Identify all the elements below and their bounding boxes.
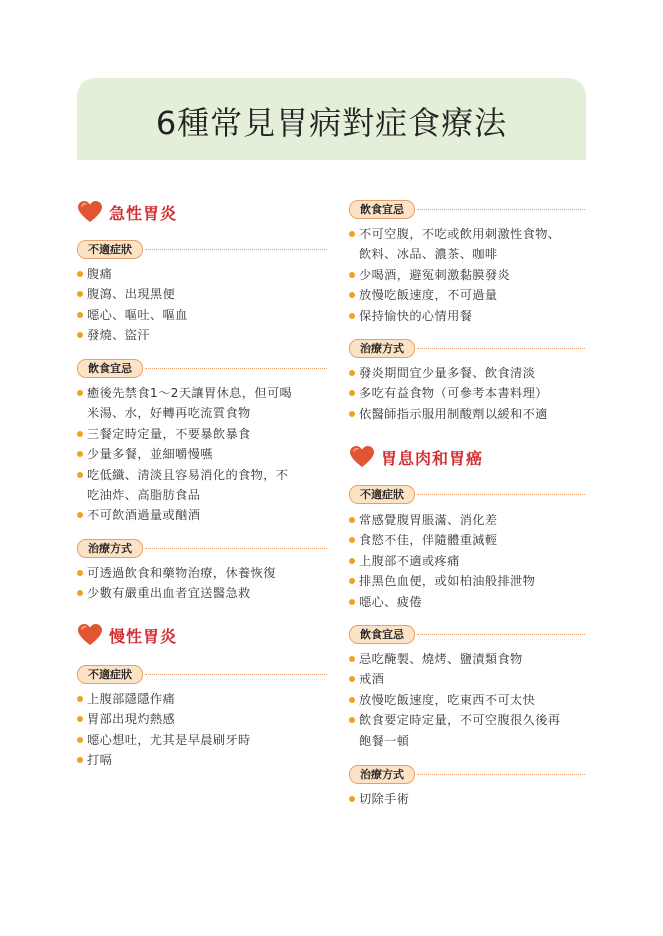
dotted-divider [417, 348, 585, 349]
disease-title: 胃息肉和胃癌 [381, 448, 484, 468]
list-item: 飲食要定時定量，不可空腹很久後再 [349, 710, 589, 730]
list-item: 噁心想吐，尤其是早晨刷牙時 [77, 730, 327, 750]
polyp-symptoms-tag [349, 484, 585, 504]
heart-icon [349, 445, 375, 469]
dotted-divider [417, 634, 585, 635]
bullet-icon [77, 570, 83, 576]
list-item: 腹痛 [77, 264, 327, 284]
title-banner [77, 78, 586, 160]
bullet-icon [77, 431, 83, 437]
bullet-icon [77, 472, 83, 478]
bullet-icon [349, 599, 355, 605]
list-item: 放慢吃飯速度，不可過量 [349, 285, 589, 305]
dotted-divider [145, 674, 327, 675]
polyp-symptoms-list [349, 510, 589, 612]
list-item: 可透過飲食和藥物治療，休養恢復 [77, 563, 327, 583]
bullet-icon [349, 370, 355, 376]
bullet-icon [349, 558, 355, 564]
polyp-treatment-list [349, 789, 589, 809]
list-item: 忌吃醃製、燒烤、鹽漬類食物 [349, 649, 589, 669]
list-item-continued: 飲料、冰品、濃茶、咖啡 [359, 247, 498, 262]
acute-treatment-tag [77, 538, 327, 558]
list-item: 胃部出現灼熱感 [77, 709, 327, 729]
list-item: 不可飲酒過量或酗酒 [77, 505, 329, 525]
polyp-treatment-tag [349, 764, 585, 784]
dotted-divider [417, 494, 585, 495]
bullet-icon [349, 676, 355, 682]
acute-diet-tag [77, 358, 327, 378]
bullet-icon [349, 272, 355, 278]
list-item: 上腹部隱隱作痛 [77, 689, 327, 709]
acute-diet-list [77, 383, 329, 526]
list-item-continued: 吃油炸、高脂肪食品 [87, 488, 201, 503]
chronic-diet-tag [349, 199, 585, 219]
chronic-gastritis-heading [77, 620, 177, 650]
acute-symptoms-list [77, 264, 327, 346]
list-item-continued: 米湯、水，好轉再吃流質食物 [87, 406, 251, 421]
section-tag: 不適症狀 [77, 240, 143, 259]
list-item: 發燒、盜汗 [77, 325, 327, 345]
list-item: 食慾不佳，伴隨體重減輕 [349, 530, 589, 550]
list-item: 少數有嚴重出血者宜送醫急救 [77, 583, 327, 603]
list-item: 依醫師指示服用制酸劑以緩和不適 [349, 404, 589, 424]
bullet-icon [349, 656, 355, 662]
list-item: 常感覺腹胃脹滿、消化差 [349, 510, 589, 530]
list-item: 發炎期間宜少量多餐、飲食清淡 [349, 363, 589, 383]
bullet-icon [77, 590, 83, 596]
chronic-treatment-list [349, 363, 589, 424]
chronic-symptoms-list [77, 689, 327, 771]
bullet-icon [349, 292, 355, 298]
section-tag: 不適症狀 [349, 485, 415, 504]
list-item: 切除手術 [349, 789, 589, 809]
list-item-continued: 飽餐一頓 [359, 733, 410, 748]
chronic-treatment-tag [349, 338, 585, 358]
bullet-icon [77, 451, 83, 457]
bullet-icon [77, 696, 83, 702]
dotted-divider [417, 209, 585, 210]
section-tag: 治療方式 [77, 539, 143, 558]
section-tag: 治療方式 [349, 339, 415, 358]
list-item: 不可空腹，不吃或飲用刺激性食物、 [349, 224, 589, 244]
polyp-diet-tag [349, 624, 585, 644]
section-tag: 飲食宜忌 [349, 625, 415, 644]
bullet-icon [77, 291, 83, 297]
dotted-divider [417, 774, 585, 775]
bullet-icon [349, 537, 355, 543]
bullet-icon [349, 717, 355, 723]
list-item: 多吃有益食物（可參考本書料理） [349, 383, 589, 403]
list-item: 癒後先禁食1～2天讓胃休息，但可喝 [77, 383, 329, 403]
heart-icon [77, 623, 103, 647]
list-item: 上腹部不適或疼痛 [349, 551, 589, 571]
bullet-icon [77, 512, 83, 518]
bullet-icon [349, 411, 355, 417]
dotted-divider [145, 368, 327, 369]
acute-symptoms-tag [77, 239, 327, 259]
section-tag: 治療方式 [349, 765, 415, 784]
section-tag: 飲食宜忌 [349, 200, 415, 219]
bullet-icon [349, 517, 355, 523]
bullet-icon [77, 332, 83, 338]
acute-gastritis-heading [77, 197, 177, 227]
bullet-icon [77, 390, 83, 396]
disease-title: 慢性胃炎 [109, 626, 178, 646]
list-item: 噁心、疲倦 [349, 592, 589, 612]
bullet-icon [77, 737, 83, 743]
list-item: 三餐定時定量，不要暴飲暴食 [77, 424, 329, 444]
bullet-icon [77, 271, 83, 277]
heart-icon [77, 200, 103, 224]
bullet-icon [77, 716, 83, 722]
chronic-symptoms-tag [77, 664, 327, 684]
polyp-cancer-heading [349, 442, 483, 472]
bullet-icon [349, 578, 355, 584]
chronic-diet-list [349, 224, 589, 326]
list-item: 少量多餐，並細嚼慢嚥 [77, 444, 329, 464]
bullet-icon [77, 312, 83, 318]
acute-treatment-list [77, 563, 327, 604]
disease-title: 急性胃炎 [109, 203, 178, 223]
list-item: 腹瀉、出現黑便 [77, 284, 327, 304]
bullet-icon [349, 231, 355, 237]
polyp-diet-list [349, 649, 589, 751]
bullet-icon [349, 796, 355, 802]
dotted-divider [145, 548, 327, 549]
list-item: 排黑色血便，或如柏油般排泄物 [349, 571, 589, 591]
list-item: 放慢吃飯速度，吃東西不可太快 [349, 690, 589, 710]
list-item: 少喝酒，避冤刺激黏膜發炎 [349, 265, 589, 285]
list-item: 吃低纖、清淡且容易消化的食物，不 [77, 465, 329, 485]
bullet-icon [349, 390, 355, 396]
list-item: 戒酒 [349, 669, 589, 689]
list-item: 噁心、嘔吐、嘔血 [77, 305, 327, 325]
bullet-icon [349, 313, 355, 319]
section-tag: 不適症狀 [77, 665, 143, 684]
list-item: 打嗝 [77, 750, 327, 770]
page-title: 6種常見胃病對症食療法 [155, 104, 508, 142]
dotted-divider [145, 249, 327, 250]
section-tag: 飲食宜忌 [77, 359, 143, 378]
bullet-icon [77, 757, 83, 763]
list-item: 保持愉快的心情用餐 [349, 306, 589, 326]
bullet-icon [349, 697, 355, 703]
